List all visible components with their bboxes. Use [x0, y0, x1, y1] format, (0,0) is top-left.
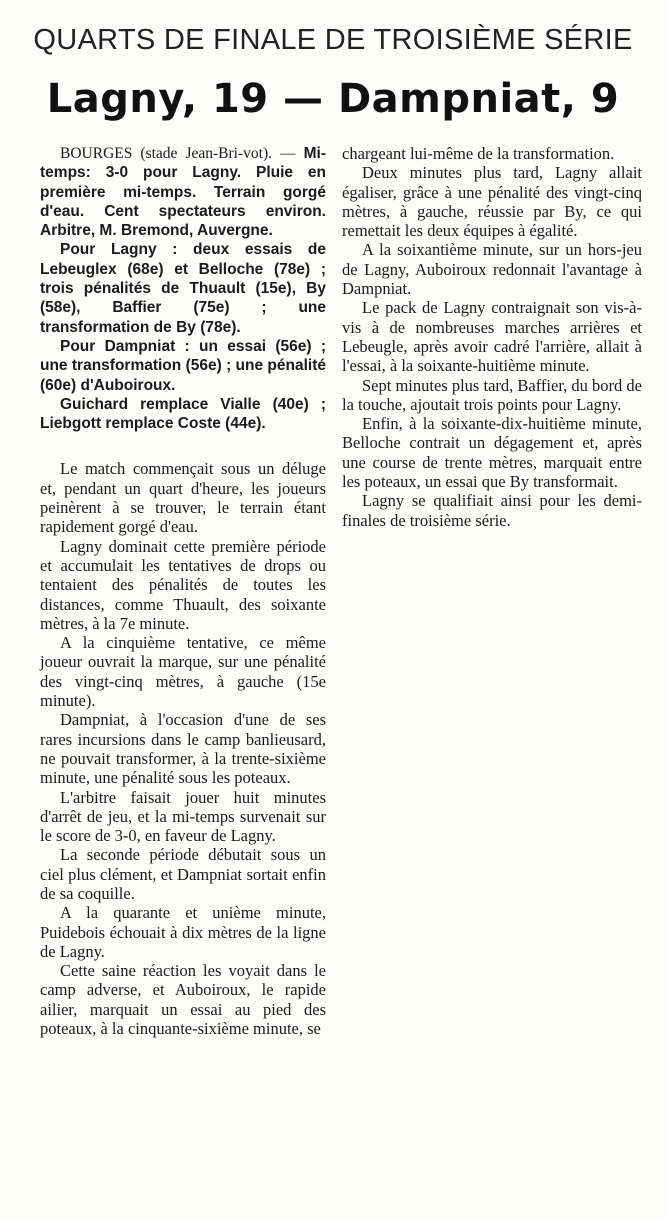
paragraph-continuation: chargeant lui-même de la transformation. [342, 144, 615, 163]
left-column [40, 144, 326, 1038]
paragraph: Cette saine réaction les voyait dans le camp adverse, et Auboiroux, le rapide ailier, marquait un essai au pied des poteaux, à la cinquante-sixième minute, se [40, 961, 326, 1039]
summary-dampniat: Pour Dampniat : un essai (56e) ; une transformation (56e) ; une pénalité (60e) d'Auboiroux. [40, 337, 326, 394]
summary-halftime: BOURGES (stade Jean-Bri-vot). — Mi-temps: 3-0 pour Lagny. Pluie en première mi-temps. Terrain gorgé d'eau. Cent spectateurs environ. Arbitre, M. Bremond, Auvergne. [40, 145, 326, 240]
match-summary [40, 144, 326, 433]
paragraph: Lagny se qualifiait ainsi pour les demi-finales de troisième série. [342, 491, 642, 530]
summary-lagny: Pour Lagny : deux essais de Lebeuglex (68e) et Belloche (78e) ; trois pénalités de Thuault (15e), By (58e), Baffier (75e) ; une transformation de By (78e). [40, 241, 326, 336]
right-column [342, 144, 642, 530]
paragraph: Lagny dominait cette première période et accumulait les tentatives de drops ou tentaient des pénalités de toutes les distances, comme Thuault, des soixante mètres, à la 7e minute. [40, 536, 326, 633]
summary-place: BOURGES (stade Jean-Bri-vot). — [60, 145, 296, 162]
paragraph: A la quarante et unième minute, Puidebois échouait à dix mètres de la ligne de Lagny. [40, 903, 326, 961]
paragraph: Deux minutes plus tard, Lagny allait égaliser, grâce à une pénalité des vingt-cinq mètres, à gauche, réussie par By, ce qui remettait les deux équipes à égalité. [342, 163, 642, 241]
headline: Lagny, 19 — Dampniat, 9 [46, 76, 620, 122]
paragraph: A la soixantième minute, sur un hors-jeu de Lagny, Auboiroux redonnait l'avantage à Dampniat. [342, 240, 642, 299]
paragraph: A la cinquième tentative, ce même joueur ouvrait la marque, sur une pénalité des vingt-cinq mètres, à gauche (15e minute). [40, 633, 326, 711]
paragraph: L'arbitre faisait jouer huit minutes d'arrêt de jeu, et la mi-temps survenait sur le score de 3-0, en faveur de Lagny. [40, 787, 326, 846]
paragraph: Dampniat, à l'occasion d'une de ses rares incursions dans le camp banlieusard, ne pouvait transformer, à la trente-sixième minute, une pénalité sous les poteaux. [40, 710, 326, 788]
paragraph: Le pack de Lagny contraignait son vis-à-vis à de nombreuses marches arrières et Lebeugle, après avoir cadré l'arrière, allait à l'essai, à la soixante-huitième minute. [342, 298, 642, 376]
paragraph: Enfin, à la soixante-dix-huitième minute, Belloche contrait un dégagement et, après une course de trente mètres, marquait entre les poteaux, un essai que By transformait. [342, 414, 642, 492]
paragraph: Le match commençait sous un déluge et, pendant un quart d'heure, les joueurs peinèrent à se trouver, le terrain étant rapidement gorgé d'eau. [40, 459, 326, 537]
paragraph: La seconde période débutait sous un ciel plus clément, et Dampniat sortait enfin de sa coquille. [40, 845, 326, 903]
kicker: QUARTS DE FINALE DE TROISIÈME SÉRIE [33, 24, 633, 56]
summary-subs: Guichard remplace Vialle (40e) ; Liebgott remplace Coste (44e). [40, 395, 326, 433]
paragraph: Sept minutes plus tard, Baffier, du bord de la touche, ajoutait trois points pour Lagny. [342, 375, 642, 414]
